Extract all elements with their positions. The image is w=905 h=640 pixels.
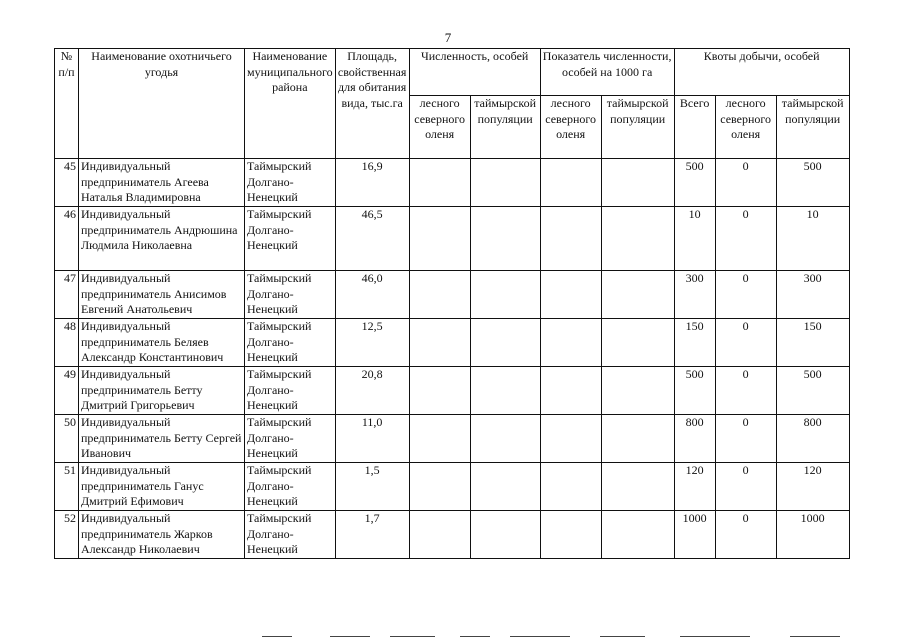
- table-cell-quota-forest: 0: [715, 415, 776, 463]
- header-quota-taimyr: таймырской популяции: [776, 96, 849, 159]
- table-cell-num: 47: [55, 271, 79, 319]
- table-cell-area: 20,8: [335, 367, 409, 415]
- table-cell-district: Таймырский Долгано-Ненецкий: [245, 367, 336, 415]
- header-row-main: [55, 49, 850, 96]
- table-cell-quota-forest: 0: [715, 511, 776, 559]
- table-cell-quota-taimyr: 10: [776, 207, 849, 271]
- table-cell-indicator-taimyr: [601, 511, 674, 559]
- table-cell-quota-forest: 0: [715, 319, 776, 367]
- footer-rule: [510, 636, 570, 637]
- table-cell-quota-taimyr: 1000: [776, 511, 849, 559]
- table-cell-population-forest: [409, 415, 470, 463]
- table-cell-population-taimyr: [470, 367, 540, 415]
- table-cell-quota-taimyr: 300: [776, 271, 849, 319]
- table-cell-indicator-forest: [540, 463, 601, 511]
- table-cell-district: Таймырский Долгано-Ненецкий: [245, 271, 336, 319]
- table-cell-quota-forest: 0: [715, 207, 776, 271]
- footer-rule: [790, 636, 840, 637]
- table-cell-indicator-forest: [540, 319, 601, 367]
- table-cell-district: Таймырский Долгано-Ненецкий: [245, 463, 336, 511]
- table-cell-quota-total: 300: [674, 271, 715, 319]
- header-indicator-taimyr: таймырской популяции: [601, 96, 674, 159]
- header-population: Численность, особей: [409, 49, 540, 96]
- table-cell-quota-total: 500: [674, 159, 715, 207]
- table-cell-quota-total: 150: [674, 319, 715, 367]
- table-cell-indicator-forest: [540, 207, 601, 271]
- table-cell-quota-total: 800: [674, 415, 715, 463]
- table-cell-indicator-forest: [540, 415, 601, 463]
- table-cell-population-taimyr: [470, 319, 540, 367]
- footer-rule: [600, 636, 645, 637]
- header-hunting-ground: Наименование охотничьего угодья: [79, 49, 245, 159]
- header-quota-forest: лесного северного оленя: [715, 96, 776, 159]
- table-cell-population-taimyr: [470, 415, 540, 463]
- table-cell-quota-total: 120: [674, 463, 715, 511]
- header-area: Площадь, свойственная для обитания вида, тыс.га: [335, 49, 409, 159]
- header-quota: Квоты добычи, особей: [674, 49, 849, 96]
- table-cell-num: 49: [55, 367, 79, 415]
- table-cell-hunting-ground: Индивидуальный предприниматель Андрюшина Людмила Николаевна: [79, 207, 245, 271]
- table-cell-hunting-ground: Индивидуальный предприниматель Бетту Сергей Иванович: [79, 415, 245, 463]
- table-cell-district: Таймырский Долгано-Ненецкий: [245, 415, 336, 463]
- table-cell-district: Таймырский Долгано-Ненецкий: [245, 319, 336, 367]
- table-cell-indicator-forest: [540, 159, 601, 207]
- page-number: 7: [444, 30, 452, 45]
- table-cell-population-taimyr: [470, 463, 540, 511]
- table-cell-num: 52: [55, 511, 79, 559]
- table-cell-num: 48: [55, 319, 79, 367]
- table-cell-hunting-ground: Индивидуальный предприниматель Беляев Александр Константинович: [79, 319, 245, 367]
- table-cell-quota-taimyr: 150: [776, 319, 849, 367]
- table-cell-area: 46,0: [335, 271, 409, 319]
- table-cell-hunting-ground: Индивидуальный предприниматель Анисимов Евгений Анатольевич: [79, 271, 245, 319]
- table-cell-area: 46,5: [335, 207, 409, 271]
- table-cell-quota-total: 10: [674, 207, 715, 271]
- header-district: Наименование муниципального района: [245, 49, 336, 159]
- table-row: [55, 159, 850, 207]
- footer-rule: [460, 636, 490, 637]
- header-quota-total: Всего: [674, 96, 715, 159]
- table-cell-population-forest: [409, 367, 470, 415]
- header-indicator-forest: лесного северного оленя: [540, 96, 601, 159]
- table-cell-indicator-taimyr: [601, 207, 674, 271]
- table-row: [55, 271, 850, 319]
- header-population-forest: лесного северного оленя: [409, 96, 470, 159]
- table-row: [55, 463, 850, 511]
- table-cell-population-forest: [409, 319, 470, 367]
- table-cell-indicator-forest: [540, 367, 601, 415]
- table-cell-area: 1,5: [335, 463, 409, 511]
- table-cell-population-taimyr: [470, 159, 540, 207]
- table-cell-hunting-ground: Индивидуальный предприниматель Ганус Дмитрий Ефимович: [79, 463, 245, 511]
- table-cell-num: 51: [55, 463, 79, 511]
- table-cell-quota-forest: 0: [715, 159, 776, 207]
- table-cell-hunting-ground: Индивидуальный предприниматель Агеева Наталья Владимировна: [79, 159, 245, 207]
- header-num: № п/п: [55, 49, 79, 159]
- table-cell-population-taimyr: [470, 207, 540, 271]
- table-cell-indicator-taimyr: [601, 367, 674, 415]
- table-cell-indicator-taimyr: [601, 159, 674, 207]
- table-cell-indicator-forest: [540, 271, 601, 319]
- table-body: [55, 159, 850, 559]
- footer-rule: [330, 636, 370, 637]
- table-cell-district: Таймырский Долгано-Ненецкий: [245, 511, 336, 559]
- table-cell-num: 45: [55, 159, 79, 207]
- table-cell-quota-taimyr: 500: [776, 159, 849, 207]
- table-cell-population-forest: [409, 511, 470, 559]
- table-row: [55, 319, 850, 367]
- table-cell-district: Таймырский Долгано-Ненецкий: [245, 207, 336, 271]
- table-cell-indicator-forest: [540, 511, 601, 559]
- table-cell-quota-total: 500: [674, 367, 715, 415]
- table-cell-district: Таймырский Долгано-Ненецкий: [245, 159, 336, 207]
- table-cell-population-forest: [409, 159, 470, 207]
- table-cell-quota-total: 1000: [674, 511, 715, 559]
- table-cell-num: 50: [55, 415, 79, 463]
- table-cell-population-taimyr: [470, 511, 540, 559]
- table-cell-indicator-taimyr: [601, 271, 674, 319]
- header-indicator: Показатель численности, особей на 1000 га: [540, 49, 674, 96]
- table-cell-population-forest: [409, 207, 470, 271]
- table-cell-area: 11,0: [335, 415, 409, 463]
- table-cell-quota-taimyr: 120: [776, 463, 849, 511]
- table-cell-population-forest: [409, 271, 470, 319]
- table-row: [55, 511, 850, 559]
- table-cell-indicator-taimyr: [601, 463, 674, 511]
- hunting-quota-table: [54, 48, 850, 559]
- table-cell-quota-taimyr: 800: [776, 415, 849, 463]
- table-cell-hunting-ground: Индивидуальный предприниматель Жарков Александр Николаевич: [79, 511, 245, 559]
- table-row: [55, 367, 850, 415]
- footer-rule: [390, 636, 435, 637]
- table-cell-area: 12,5: [335, 319, 409, 367]
- footer-rule: [262, 636, 292, 637]
- header-population-taimyr: таймырской популяции: [470, 96, 540, 159]
- table-cell-quota-forest: 0: [715, 463, 776, 511]
- table-row: [55, 207, 850, 271]
- table-cell-population-taimyr: [470, 271, 540, 319]
- table-row: [55, 415, 850, 463]
- table-cell-population-forest: [409, 463, 470, 511]
- table-cell-num: 46: [55, 207, 79, 271]
- table-cell-indicator-taimyr: [601, 415, 674, 463]
- table-cell-quota-taimyr: 500: [776, 367, 849, 415]
- table-cell-area: 16,9: [335, 159, 409, 207]
- footer-rule: [680, 636, 750, 637]
- table-cell-quota-forest: 0: [715, 271, 776, 319]
- table-cell-quota-forest: 0: [715, 367, 776, 415]
- table-cell-hunting-ground: Индивидуальный предприниматель Бетту Дмитрий Григорьевич: [79, 367, 245, 415]
- table-cell-indicator-taimyr: [601, 319, 674, 367]
- table-cell-area: 1,7: [335, 511, 409, 559]
